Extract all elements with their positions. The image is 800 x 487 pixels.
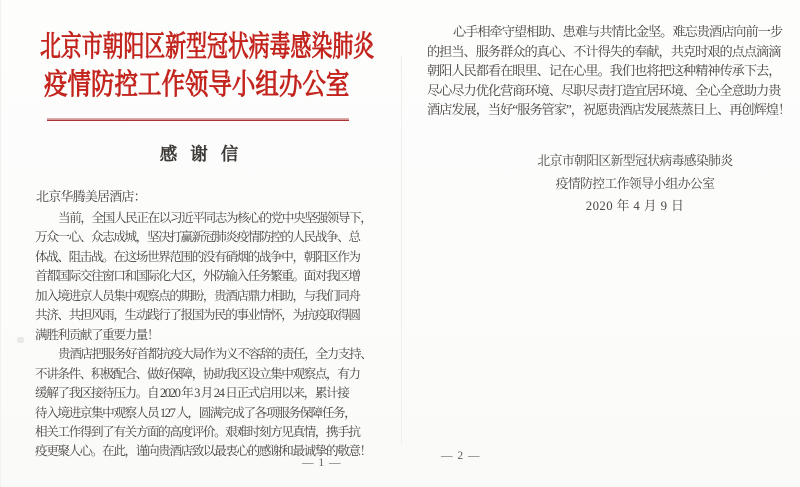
page2-body (427, 22, 789, 120)
body-line: 加入境进京人员集中观察点的期盼，贵酒店鼎力相助，与我们同舟 (35, 288, 360, 303)
body-line: 不讲条件、积极配合、做好保障，协助我区设立集中观察点，有力 (35, 366, 360, 381)
body-line: 首都国际交往窗口和国际化大区，外防输入任务繁重。面对我区增 (35, 269, 360, 284)
body-line: 相关工作得到了有关方面的高度评价。艰难时刻方见真情，携手抗 (35, 424, 360, 439)
body-line: 满胜利贡献了重要力量！ (35, 327, 159, 342)
body-line: 朝阳人民都看在眼里、记在心里。我们也将把这种精神传承下去， (427, 63, 781, 79)
body-line: 贵酒店把服务好首都抗疫大局作为义不容辞的责任，全力支持、 (58, 347, 372, 362)
letter-title: 感谢信 (159, 144, 252, 164)
signature-block (520, 150, 750, 218)
body-line: 疫更聚人心。在此，谨向贵酒店致以最衷心的感谢和最诚挚的敬意！ (35, 444, 371, 459)
page-number-1: — 1 — (302, 457, 342, 469)
signature-org-line-2: 疫情防控工作领导小组办公室 (555, 176, 715, 191)
page-number-2: — 2 — (441, 450, 481, 462)
body-line: 万众一心、众志成城，坚决打赢新冠肺炎疫情防控的人民战争、总 (35, 230, 360, 245)
signature-org-line-1: 北京市朝阳区新型冠状病毒感染肺炎 (537, 154, 733, 168)
body-line: 尽心尽力优化营商环境、尽职尽责打造宜居环境、全心全意助力贵 (427, 82, 781, 98)
body-line: 共济、共担风雨，生动践行了报国为民的事业情怀，为抗疫取得圆 (35, 308, 360, 323)
signature-date: 2020 年 4 月 9 日 (585, 199, 685, 213)
body-line: 待入境进京集中观察人员 127 人，圆满完成了各项服务保障任务， (35, 405, 356, 420)
body-line: 酒店发展，当好“服务管家”，祝愿贵酒店发展蒸蒸日上、再创辉煌！ (427, 102, 791, 118)
letterhead-line-2: 疫情防控工作领导小组办公室 (44, 69, 350, 101)
body-line: 心手相牵守望相助、患难与共情比金坚。难忘贵酒店向前一步 (453, 24, 783, 39)
body-line: 的担当、服务群众的真心、不计得失的奉献，共克时艰的点点滴滴 (427, 43, 781, 59)
letterhead-line-1: 北京市朝阳区新型冠状病毒感染肺炎 (40, 31, 375, 63)
body-line: 当前，全国人民正在以习近平同志为核心的党中央坚强领导下， (58, 211, 372, 225)
salutation: 北京华腾美居酒店： (36, 189, 146, 204)
body-line: 体战、阻击战。在这场世界范围的没有硝烟的战争中，朝阳区作为 (35, 249, 360, 264)
body-line: 缓解了我区接待压力。自 2020 年 3 月 24 日正式启用以来，累计接 (35, 386, 349, 401)
